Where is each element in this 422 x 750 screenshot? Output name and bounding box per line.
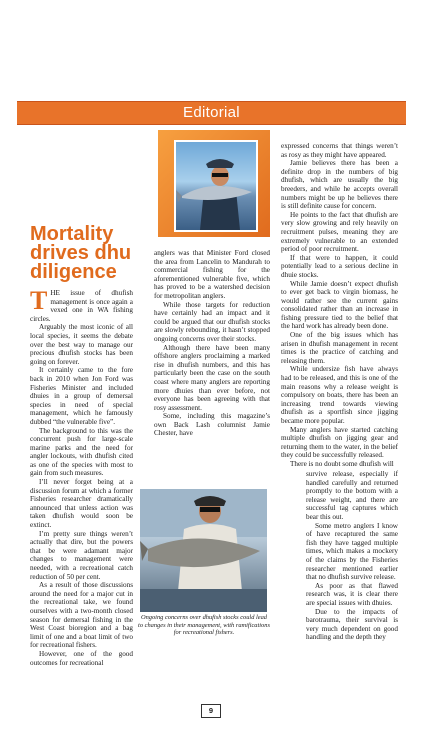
paragraph: While Jamie doesn’t expect dhufish to ever get back to virgin biomass, he would rather see the current gains consolidated rather than an increase in fishing pressure tied to the belief that the hard work has already been done. xyxy=(281,279,398,331)
editorial-banner xyxy=(17,101,406,125)
paragraph: I’m pretty sure things weren’t actually that dire, but the powers that be were adamant major changes to management were needed, with a recreational catch reduction of 50 per cent. xyxy=(30,529,133,581)
paragraph: While undersize fish have always had to be released, and this is one of the main reasons why a release weight is compulsory on boats, there has been an increasing trend towards viewing dhufish as a sportfish since jigging became more popular. xyxy=(281,365,398,425)
paragraph: Some metro anglers I know of have recaptured the same fish they have tagged multiple times, which makes a mockery of the claims by the Fisheries researcher mentioned earlier that no dhufish survive release. xyxy=(306,521,398,582)
banner-title: Editorial xyxy=(183,104,240,121)
intro-paragraph: THE issue of dhufish management is once again a vexed one in WA fishing circles. xyxy=(30,286,133,323)
paragraph: He points to the fact that dhufish are very slow growing and rely heavily on recruitment pulses, meaning they are extremely vulnerable to an extended period of poor recruitment. xyxy=(281,210,398,254)
dhufish-photo xyxy=(140,489,267,612)
paragraph: As poor as that flawed research was, it is clear there are special issues with dhuies. xyxy=(306,581,398,607)
column-3-wrap xyxy=(306,470,398,642)
photo-caption: Ongoing concerns over dhufish stocks could lead to changes in their management, with ramifications for recreational fishers. xyxy=(138,614,270,637)
column-1 xyxy=(30,286,133,667)
paragraph: expressed concerns that things weren’t as rosy as they might have appeared. xyxy=(281,142,398,159)
paragraph: survive release, especially if handled carefully and returned promptly to the bottom with a release weight, and there are successful tag captures which bear this out. xyxy=(306,470,398,521)
paragraph: It certainly came to the fore back in 2010 when Jon Ford was Fisheries Minister and included dhuies in a group of demersal species in need of special management, which he famously dubbed “the vulnerable five”. xyxy=(30,366,133,426)
paragraph: Jamie believes there has been a definite drop in the numbers of big dhufish, which are usually the big breeders, and while he accepts overall numbers might be up he believes there is still definite cause for concern. xyxy=(281,159,398,211)
paragraph: Although there have been many offshore anglers proclaiming a marked rise in dhufish numbers, and this has particularly been the case on the south coast where many anglers are reporting more dhuies than ever before, not everyone has been agreeing with that rosy assessment. xyxy=(154,343,270,412)
drop-cap: T xyxy=(30,286,48,315)
paragraph: anglers was that Minister Ford closed the area from Lancelin to Mandurah to commercial fishing for the aforementioned vulnerable five, which has proved to be a watershed decision for metropolitan anglers. xyxy=(154,249,270,300)
paragraph: Some, including this magazine’s own Back Lash columnist Jamie Chester, have xyxy=(154,412,270,438)
paragraph: Many anglers have started catching multiple dhufish on jigging gear and returning them to the water, in the belief they could be successfully released. xyxy=(281,425,398,460)
headline: Mortality drives dhu diligence xyxy=(30,223,132,283)
paragraph: There is no doubt some dhufish will xyxy=(290,459,394,468)
page-number: 9 xyxy=(201,704,221,718)
paragraph: However, one of the good outcomes for recreational xyxy=(30,649,133,667)
paragraph: Due to the impacts of barotrauma, their survival is very much dependent on good handling and the depth they xyxy=(306,607,398,642)
column-2 xyxy=(154,249,270,438)
column-3 xyxy=(281,142,398,469)
paragraph: The background to this was the concurrent push for large-scale marine parks and the need for angler lockouts, with dhufish cited as one of the species with most to gain from such measures. xyxy=(30,426,133,478)
paragraph: One of the big issues which has arisen in dhufish management in recent times is the practice of catching and releasing them. xyxy=(281,331,398,365)
angler-photo-image xyxy=(174,140,258,232)
paragraph: While those targets for reduction have certainly had an impact and it could be argued that our dhufish stocks are slowly rebounding, it hasn’t stopped ongoing concerns over their stocks. xyxy=(154,300,270,343)
paragraph: As a result of those discussions around the need for a major cut in the recreational take, we found ourselves with a two-month closed season for demersal fishing in the West Coast bioregion and a bag limit of one and a boat limit of two for recreational fishers. xyxy=(30,581,133,650)
paragraph: Arguably the most iconic of all local species, it seems the debate over the best way to manage our precious dhufish stocks has been going on forever. xyxy=(30,323,133,366)
angler-photo xyxy=(158,130,270,237)
paragraph: I’ll never forget being at a discussion forum at which a former Fisheries researcher dramatically announced that unless action was taken dhufish would soon be extinct. xyxy=(30,478,133,530)
paragraph: If that were to happen, it could potentially lead to a serious decline in dhuie stocks. xyxy=(281,253,398,279)
